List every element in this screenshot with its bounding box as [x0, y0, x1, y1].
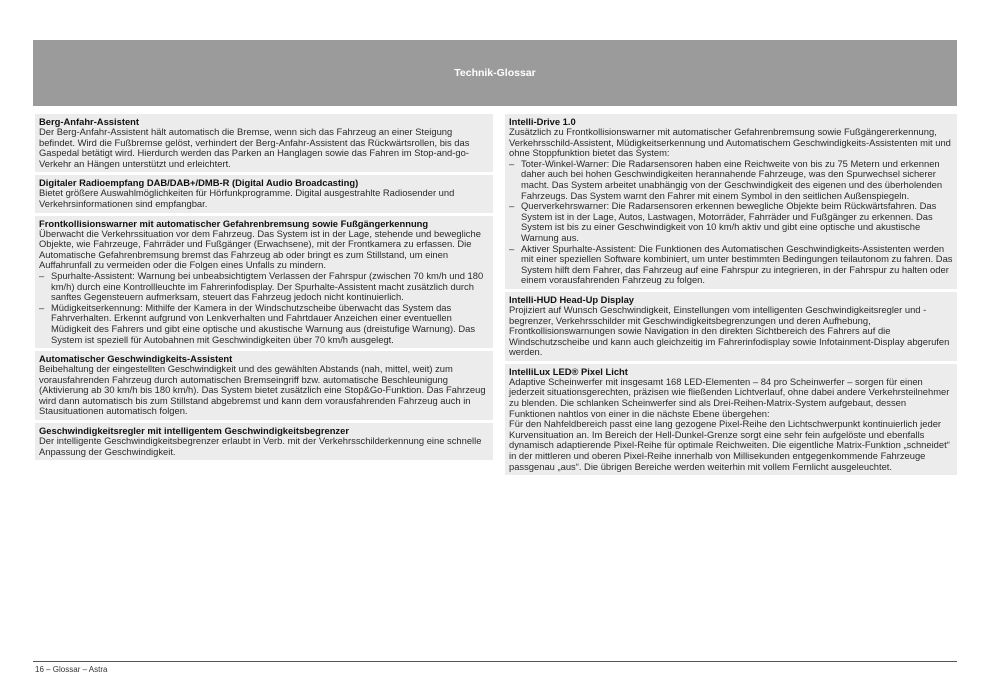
entry-bullets	[509, 159, 953, 286]
entry-title: Automatischer Geschwindigkeits-Assistent	[39, 353, 233, 365]
page-footer: 16 – Glossar – Astra	[35, 665, 108, 674]
glossary-entry	[35, 423, 493, 460]
bullet-item: – Aktiver Spurhalte-Assistent: Die Funktionen des Automatischen Geschwindigkeits-Assistenten werden mit einer speziellen Software kombiniert, um unter bestimmten Bedingungen teilautonom zu fahren. Das System hilft dem Fahrer, das Fahrzeug auf eine Fahrspur zu integrieren, in der Fahrspur zu halten oder einem vorausfahrenden Fahrzeug zu folgen.	[509, 244, 953, 286]
glossary-entry	[505, 364, 957, 475]
glossary-entry	[35, 114, 493, 172]
bullet-item: – Querverkehrswarner: Die Radarsensoren erkennen bewegliche Objekte beim Rückwärtsfahren. Das System ist in der Lage, Autos, Lastwagen, Motorräder, Fahrräder und Fußgänger zu erkennen. Das System ist bis zu einer Geschwindigkeit von 10 km/h aktiv und gibt eine optische und akustische Warnung aus.	[509, 201, 953, 243]
glossary-entry	[35, 216, 493, 349]
left-column	[35, 114, 493, 463]
bullet-item: – Spurhalte-Assistent: Warnung bei unbeabsichtigtem Verlassen der Fahrspur (zwischen 70 km/h und 180 km/h) durch eine Kontrollleuchte im Fahrerinfodisplay. Der Spurhalte-Assistent macht zusätzlich durch sanftes Gegensteuern aufmerksam, steuert das Fahrzeug jedoch nicht kontinuierlich.	[39, 271, 489, 303]
entry-text: Zusätzlich zu Frontkollisionswarner mit automatischer Gefahrenbremsung sowie Fußgängererkennung, Verkehrsschild-Assistent, Müdigkeitserkennung und Automatischem Geschwindigkeits-Assistenten mit und ohne Stoppfunktion bietet das System:	[509, 126, 951, 159]
entry-text: Für den Nahfeldbereich passt eine lang gezogene Pixel-Reihe den Lichtschwerpunkt kontinuierlich jeder Kurvensituation an. Im Bereich der Hell-Dunkel-Grenze sorgt eine sehr fein aufgelöste und ebenfalls dynamisch adaptierende Pixel-Reihe für optimale Reichweiten. Die eigentliche Matrix-Funktion „schneidet“ in der mittleren und oberen Pixel-Reihe innerhalb von Millisekunden entgegenkommende Fahrzeuge passgenau „aus“. Die übrigen Bereiche werden weiterhin mit vollem Fernlicht ausgeleuchtet.	[509, 418, 950, 472]
entry-text: Überwacht die Verkehrssituation vor dem Fahrzeug. Das System ist in der Lage, stehende und bewegliche Objekte, wie Fahrzeuge, Fahrräder und Fußgänger (Erwachsene), mit der Frontkamera zu erfassen. Die Automatische Gefahrenbremsung bremst das Fahrzeug ab oder bringt es zum Stillstand, um einen Auffahrunfall zu vermeiden oder die Folgen eines Unfalls zu mindern.	[39, 227, 481, 271]
entry-title: Geschwindigkeitsregler mit intelligentem Geschwindigkeitsbegrenzer	[39, 425, 349, 437]
entry-text: Der Berg-Anfahr-Assistent hält automatisch die Bremse, wenn sich das Fahrzeug an einer Steigung befindet. Wird die Fußbremse gelöst, verhindert der Berg-Anfahr-Assistent das Rückwärtsrollen, bis das Gaspedal betätigt wird. Hierdurch werden das Parken an Hanglagen sowie das Fahren im Stop-and-go-Verkehr an Hängen unterstützt und erleichtert.	[39, 126, 470, 169]
footer-divider	[33, 661, 957, 662]
entry-title: Berg-Anfahr-Assistent	[39, 116, 140, 127]
entry-title: Intelli-HUD Head-Up Display	[509, 293, 635, 305]
entry-text: Der intelligente Geschwindigkeitsbegrenzer erlaubt in Verb. mit der Verkehrsschilderkennung eine schnelle Anpassung der Geschwindigkeit.	[39, 435, 482, 457]
glossary-entry	[35, 351, 493, 420]
page-header	[33, 40, 957, 106]
entry-text: Bietet größere Auswahlmöglichkeiten für Hörfunkprogramme. Digital ausgestrahlte Radiosender und Verkehrsinformationen sind empfangbar.	[39, 187, 455, 209]
page-title: Technik-Glossar	[454, 67, 536, 79]
bullet-item: – Müdigkeitserkennung: Mithilfe der Kamera in der Windschutzscheibe überwacht das System das Fahrverhalten. Erkennt aufgrund von Lenkverhalten und Fahrtdauer Anzeichen einer eventuellen Müdigkeit des Fahrers und gibt eine optische und akustische Warnung aus (dreistufige Warnung). Das System ist speziell für Autobahnen mit Geschwindigkeiten über 70 km/h ausgelegt.	[39, 303, 489, 345]
entry-title: Frontkollisionswarner mit automatischer Gefahrenbremsung sowie Fußgängerkennung	[39, 217, 429, 229]
entry-title: Intelli-Drive 1.0	[509, 116, 576, 127]
right-column	[505, 114, 957, 478]
entry-text: Adaptive Scheinwerfer mit insgesamt 168 LED-Elementen – 84 pro Scheinwerfer – sorgen für einen jederzeit situationsgerechten, präzisen wie fließenden Lichtverlauf, ohne dabei andere Verkehrsteilnehmer zu blenden. Die schlanken Scheinwerfer sind als Drei-Reihen-Matrix-System aufgebaut, dessen Funktionen nahtlos von einer in die nächste Ebene übergehen:	[509, 375, 950, 419]
entry-title: Digitaler Radioempfang DAB/DAB+/DMB-R (Digital Audio Broadcasting)	[39, 177, 359, 189]
glossary-entry	[505, 292, 957, 361]
glossary-entry	[505, 114, 957, 289]
glossary-entry	[35, 175, 493, 212]
entry-bullets	[39, 271, 489, 345]
entry-text: Beibehaltung der eingestellten Geschwindigkeit und des gewählten Abstands (nah, mittel, weit) zum vorausfahrenden Fahrzeug durch automatischen Bremseingriff bzw. automatische Beschleunigung (Aktivierung ab 30 km/h bis 180 km/h). Das System bietet zusätzlich eine Stop&Go-Funktion. Das Fahrzeug wird dann automatisch bis zum Stillstand abgebremst und kann dem vorausfahrenden Fahrzeug auch in Stausituationen automatisch folgen.	[39, 363, 486, 417]
entry-title: IntelliLux LED® Pixel Licht	[509, 365, 628, 377]
entry-text: Projiziert auf Wunsch Geschwindigkeit, Einstellungen vom intelligenten Geschwindigkeitsregler und -begrenzer, Verkehrsschilder mit Geschwindigkeitsbegrenzungen und deren Aufhebung, Frontkollisionswarnungen sowie Navigation in den direkten Sichtbereich des Fahrers auf die Windschutzscheibe und kann auch gleichzeitig im Fahrerinfodisplay sowie Infotainment-Display abgerufen werden.	[509, 303, 950, 358]
bullet-item: – Toter-Winkel-Warner: Die Radarsensoren haben eine Reichweite von bis zu 75 Metern und erkennen daher auch bei hohen Geschwindigkeiten herannahende Fahrzeuge, was den Spurwechsel sicherer macht. Das System arbeitet unabhängig von der Geschwindigkeit des eigenen und des überholenden Fahrzeugs. Das System warnt den Fahrer mit einem Symbol in den seitlichen Außenspiegeln.	[509, 159, 953, 201]
